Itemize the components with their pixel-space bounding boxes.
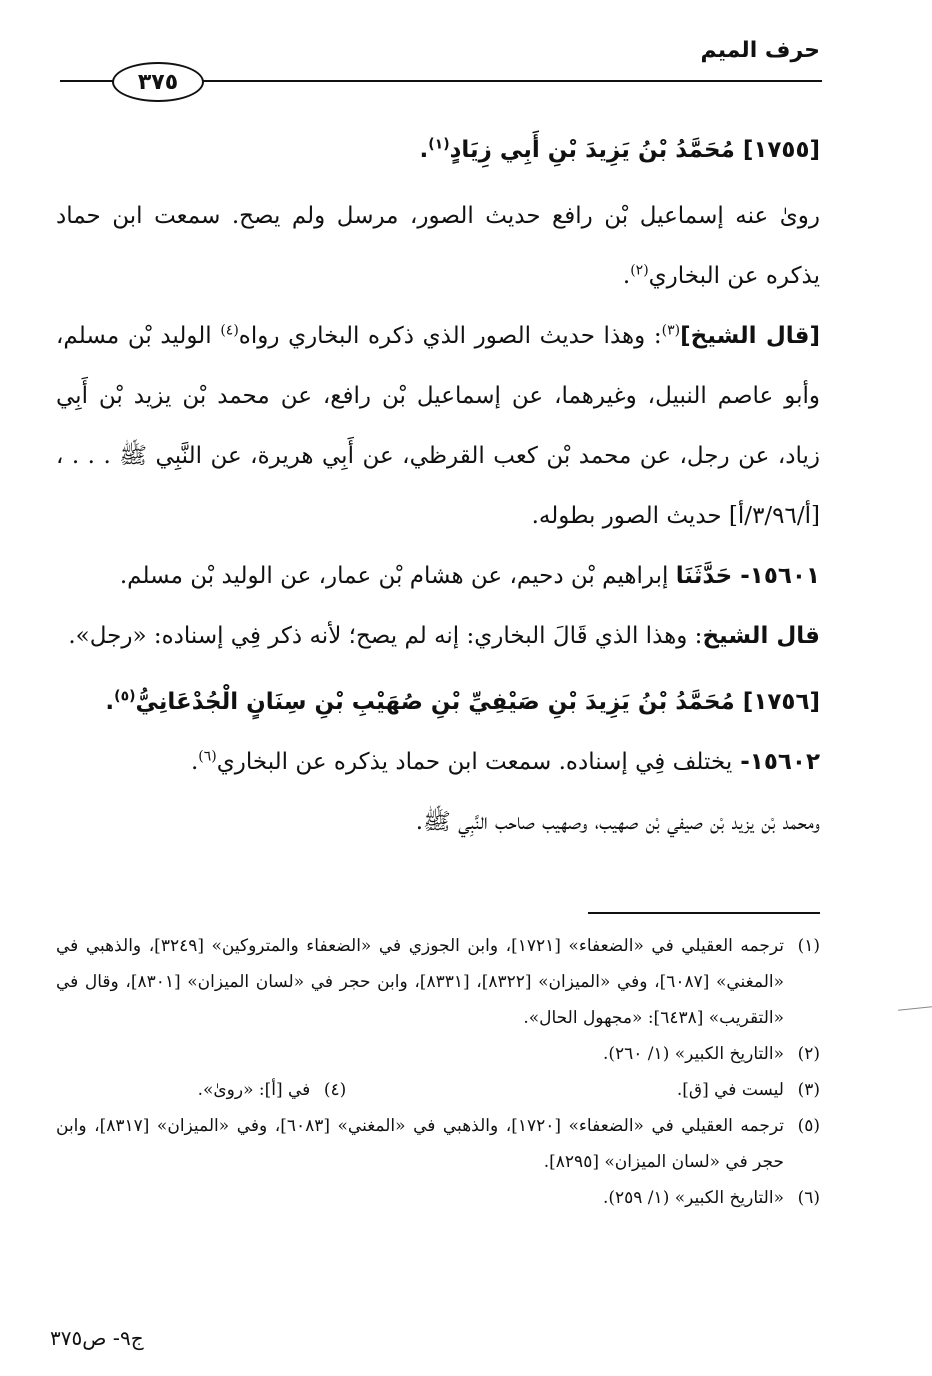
- footnote-3: [362, 1072, 820, 1108]
- paragraph-1-end: .: [622, 263, 631, 289]
- hadith-15602: [56, 732, 820, 792]
- footnote-ref-6: (٦): [198, 748, 217, 765]
- footnote-ref-4: (٤): [220, 322, 239, 339]
- hadith-15601: [56, 546, 820, 606]
- footnote-6: [56, 1180, 820, 1216]
- footnote-2-text: «التاريخ الكبير» (١/ ٢٦٠).: [602, 1044, 784, 1064]
- paragraph-2: [56, 306, 820, 546]
- footnote-5-text: ترجمه العقيلي في «الضعفاء» [١٧٢٠]، والذهبي في «المغني» [٦٠٨٣]، وفي «الميزان» [٨٣١٧]، وابن حجر في «لسان الميزان» [٨٢٩٥].: [56, 1116, 784, 1172]
- paragraph-2-text-2: الوليد بْن مسلم، وأبو عاصم النبيل، وغيرهما، عن إسماعيل بْن رافع، عن محمد بْن يزيد بْن أَبِي زياد، عن رجل، عن محمد بْن كعب القرظي، عن أَبِي هريرة، عن النَّبِي ﷺ . . . ، [أ/٣/٩٦/أ] حديث الصور بطوله.: [56, 323, 820, 529]
- main-text: [56, 120, 820, 852]
- footnote-ref-3: (٣): [661, 322, 681, 339]
- footnote-ref-2: (٢): [630, 262, 649, 279]
- entry-1755-heading: [56, 120, 820, 180]
- entry-1755-title: [١٧٥٥] مُحَمَّدُ بْنُ يَزِيدَ بْنِ أَبِي زِيَادٍ: [449, 137, 820, 163]
- page-number: ٣٧٥: [137, 69, 179, 95]
- hadith-15602-text: يختلف فِي إسناده. سمعت ابن حماد يذكره عن البخاري: [216, 749, 733, 775]
- margin-scratch-mark: [898, 1006, 932, 1011]
- sheikh-comment-text: : وهذا الذي قَالَ البخاري: إنه لم يصح؛ لأنه ذكر فِي إسناده: «رجل».: [68, 623, 703, 649]
- footnote-1-number: (١): [797, 936, 820, 956]
- paragraph-1: [56, 186, 820, 306]
- paragraph-2-text-1: : وهذا حديث الصور الذي ذكره البخاري رواه: [238, 323, 662, 349]
- footnote-1: [56, 928, 820, 1036]
- footnote-4: [56, 1072, 346, 1108]
- entry-1756-title: [١٧٥٦] مُحَمَّدُ بْنُ يَزِيدَ بْنِ صَيْفِيِّ بْنِ صُهَيْبِ بْنِ سِنَانٍ الْجُدْعَانِيُّ: [135, 689, 820, 715]
- footnote-3-number: (٣): [797, 1080, 820, 1100]
- entry-1755-end: .: [419, 137, 429, 163]
- running-header-title: حرف الميم: [700, 38, 820, 63]
- hadith-15602-number: ١٥٦٠٢-: [732, 749, 820, 775]
- footnote-2: [56, 1036, 820, 1072]
- footnote-4-number: (٤): [323, 1080, 347, 1100]
- page-number-oval: [112, 62, 204, 102]
- hadith-15601-number: ١٥٦٠١-: [732, 563, 820, 589]
- paragraph-2-lead: [قال الشيخ]: [680, 323, 821, 349]
- closing-line-text: ومحمد بْن يزيد بْن صيفي بْن صهيب، وصهيب صاحب النَّبِي ﷺ.: [415, 809, 820, 835]
- footnote-3-text: ليست في [ق].: [676, 1080, 784, 1100]
- footnote-separator: [588, 912, 820, 914]
- entry-1756-end: .: [105, 689, 115, 715]
- footnote-6-text: «التاريخ الكبير» (١/ ٢٥٩).: [602, 1188, 784, 1208]
- paragraph-1-line-1: روىٰ عنه إسماعيل بْن رافع حديث الصور، مرسل ولم يصح. سمعت: [154, 203, 820, 229]
- closing-line: [56, 792, 820, 852]
- footnote-1-text: ترجمه العقيلي في «الضعفاء» [١٧٢١]، وابن الجوزي في «الضعفاء والمتروكين» [٣٢٤٩]، والذهبي في «المغني» [٦٠٨٧]، وفي «الميزان» [٨٣٢٢]، [٨٣٣١]، وابن حجر في «لسان الميزان» [٨٣٠١]، وقال في «التقريب» [٦٤٣٨]: «مجهول الحال».: [56, 936, 785, 1028]
- footnote-ref-5: (٥): [114, 688, 136, 705]
- footnote-2-number: (٢): [797, 1044, 820, 1064]
- hadith-15602-end: .: [190, 749, 199, 775]
- sheikh-comment: [56, 606, 820, 666]
- footnote-4-text: في [أ]: «روىٰ».: [197, 1080, 311, 1100]
- hadith-15601-text: إبراهيم بْن دحيم، عن هشام بْن عمار، عن الوليد بْن مسلم.: [119, 563, 676, 589]
- entry-1756-heading: [56, 672, 820, 732]
- sheikh-comment-lead: قال الشيخ: [702, 623, 820, 649]
- footnote-5-number: (٥): [797, 1116, 820, 1136]
- footnotes: [56, 928, 820, 1216]
- volume-page-marker: ج٩- ص٣٧٥: [50, 1326, 144, 1350]
- paragraph-1-line-2: ابن حماد يذكره عن البخاري: [56, 203, 820, 289]
- footnote-6-number: (٦): [797, 1188, 820, 1208]
- hadith-15601-lead: حَدَّثَنَا: [675, 563, 733, 589]
- footnote-5: [56, 1108, 820, 1180]
- footnote-row-3-4: [56, 1072, 820, 1108]
- footnote-ref-1: (١): [428, 136, 450, 153]
